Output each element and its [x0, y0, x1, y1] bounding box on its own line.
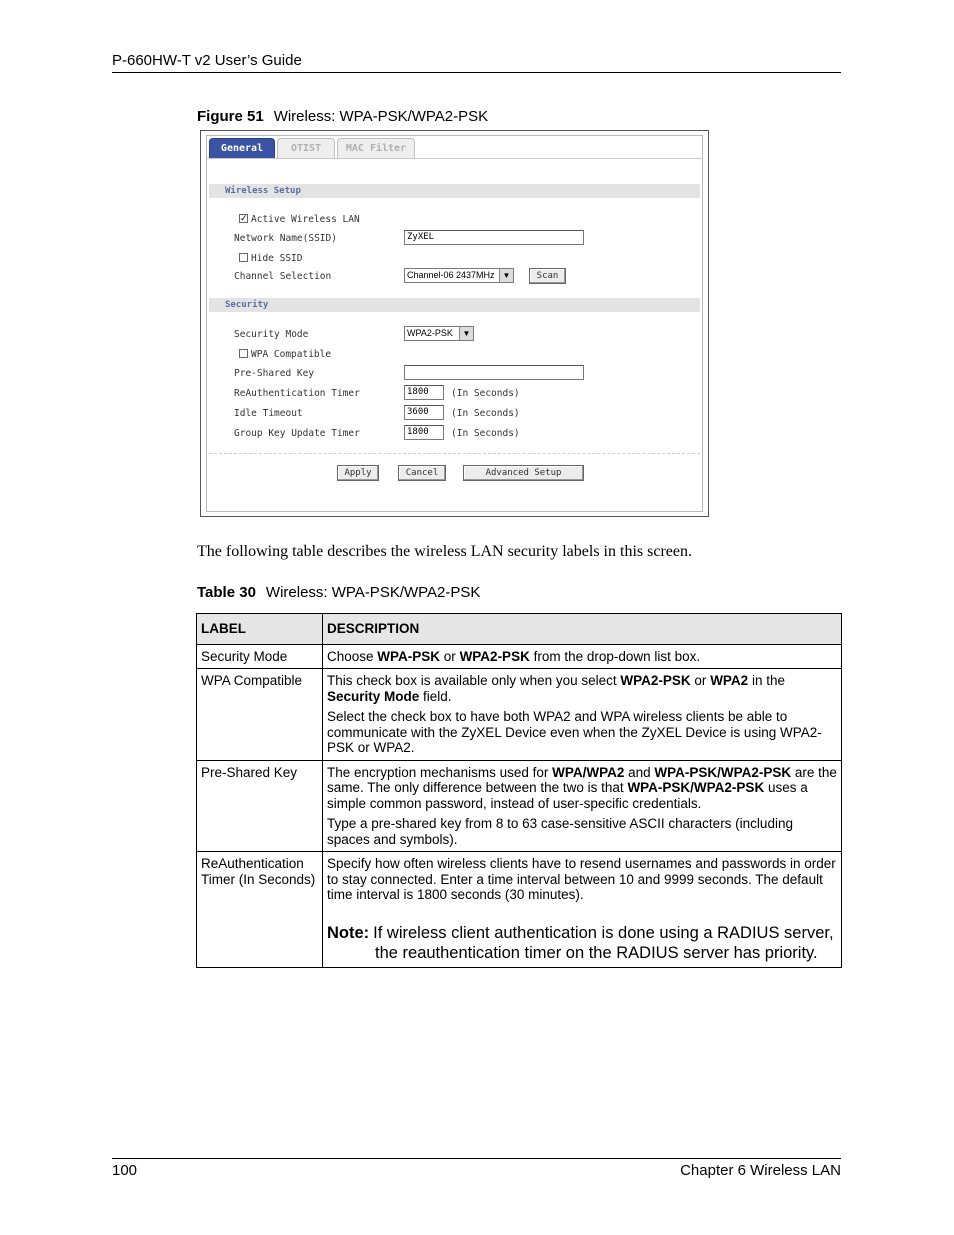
advanced-setup-button[interactable]: Advanced Setup: [463, 465, 584, 481]
bold-term: WPA-PSK: [377, 648, 441, 664]
note-label: Note:: [327, 923, 370, 942]
screenshot-figure: [200, 130, 709, 517]
bold-term: WPA2: [710, 673, 749, 688]
row-description-reauth-timer: [323, 852, 842, 968]
footer-divider: [112, 1158, 841, 1159]
row-description-pre-shared-key: [323, 760, 842, 852]
bold-term: WPA2-PSK: [459, 648, 530, 664]
row-description-security-mode: [323, 644, 842, 669]
group-key-timer-unit: (In Seconds): [451, 428, 520, 439]
security-mode-value: WPA2-PSK: [407, 328, 453, 338]
wpa-compatible-checkbox[interactable]: [239, 349, 248, 358]
description-paragraph: Select the check box to have both WPA2 and WPA wireless clients be able to communicate with the ZyXEL Device even when the ZyXEL Device is using WPA2-PSK or WPA2.: [327, 709, 822, 755]
figure-title: Wireless: WPA-PSK/WPA2-PSK: [273, 108, 489, 125]
text-run: field.: [419, 688, 452, 704]
active-wireless-lan-label: Active Wireless LAN: [251, 214, 360, 225]
apply-button[interactable]: Apply: [337, 465, 379, 481]
description-paragraph: [327, 765, 837, 812]
divider: [209, 453, 700, 454]
note-text: If wireless client authentication is done using a RADIUS server, the reauthentication timer on the RADIUS server has priority.: [373, 923, 834, 962]
tab-mac-filter[interactable]: MAC Filter: [337, 138, 415, 158]
bold-term: WPA/WPA2: [552, 764, 625, 780]
chevron-down-icon: ▼: [459, 327, 473, 340]
pre-shared-key-label: Pre-Shared Key: [234, 368, 315, 379]
wireless-setup-heading: Wireless Setup: [209, 184, 700, 198]
idle-timeout-unit: (In Seconds): [451, 408, 520, 419]
scan-button[interactable]: Scan: [529, 268, 566, 284]
row-label-wpa-compatible: WPA Compatible: [197, 669, 323, 761]
group-key-timer-input[interactable]: 1800: [404, 425, 444, 440]
row-label-reauth-timer: ReAuthentication Timer (In Seconds): [197, 852, 323, 968]
security-heading: Security: [209, 298, 700, 312]
wireless-config-panel: [206, 135, 703, 512]
channel-selection-label: Channel Selection: [234, 271, 332, 282]
text-run: The encryption mechanisms used for: [327, 764, 553, 780]
reauth-timer-label: ReAuthentication Timer: [234, 388, 360, 399]
table-row: [197, 760, 842, 852]
idle-timeout-label: Idle Timeout: [234, 408, 303, 419]
header-divider: [112, 72, 841, 73]
wpa-compatible-label: WPA Compatible: [251, 349, 332, 360]
bold-term: WPA2-PSK: [620, 673, 691, 688]
group-key-timer-label: Group Key Update Timer: [234, 428, 360, 439]
channel-select-value: Channel-06 2437MHz: [407, 270, 495, 280]
row-label-pre-shared-key: Pre-Shared Key: [197, 760, 323, 852]
reauth-timer-unit: (In Seconds): [451, 388, 520, 399]
text-run: or: [690, 673, 711, 688]
description-paragraph: [327, 673, 837, 704]
pre-shared-key-input[interactable]: [404, 365, 584, 380]
hide-ssid-label: Hide SSID: [251, 253, 303, 264]
table-caption: [197, 584, 480, 601]
table-number: Table 30: [197, 584, 256, 601]
text-run: uses a simple common password, instead of user-specific credentials.: [327, 780, 808, 811]
label-description-table: [196, 613, 842, 968]
page-header-title: P-660HW-T v2 User’s Guide: [112, 52, 302, 69]
intro-paragraph: The following table describes the wireless LAN security labels in this screen.: [197, 543, 692, 560]
row-description-wpa-compatible: [323, 669, 842, 761]
description-paragraph: Specify how often wireless clients have to resend usernames and passwords in order to stay connected. Enter a time interval between 10 and 9999 seconds. The default time interval is 1800 seconds (30 minutes).: [327, 856, 836, 902]
column-header-label: LABEL: [197, 614, 323, 645]
tab-bar: [207, 136, 702, 159]
description-paragraph: Type a pre-shared key from 8 to 63 case-sensitive ASCII characters (including spaces and symbols).: [327, 816, 793, 847]
table-row: [197, 669, 842, 761]
text-run: from the drop-down list box.: [529, 648, 701, 664]
active-wireless-lan-checkbox[interactable]: ✓: [240, 213, 248, 223]
security-mode-select[interactable]: [404, 326, 474, 341]
tab-general[interactable]: General: [209, 138, 275, 158]
hide-ssid-checkbox[interactable]: [239, 253, 248, 262]
idle-timeout-input[interactable]: 3600: [404, 405, 444, 420]
reauth-timer-input[interactable]: 1800: [404, 385, 444, 400]
bold-term: WPA-PSK/WPA2-PSK: [654, 764, 792, 780]
bold-term: Security Mode: [327, 688, 420, 704]
text-run: in the: [748, 673, 785, 688]
table-title: Wireless: WPA-PSK/WPA2-PSK: [265, 584, 481, 601]
figure-caption: [197, 108, 488, 125]
column-header-description: DESCRIPTION: [323, 614, 842, 645]
channel-select[interactable]: [404, 268, 514, 283]
text-run: or: [440, 648, 460, 664]
note-callout: [327, 923, 837, 963]
row-label-security-mode: Security Mode: [197, 644, 323, 669]
text-run: This check box is available only when you select: [327, 673, 621, 688]
table-header-row: [197, 614, 842, 645]
page-number: 100: [112, 1162, 138, 1179]
text-run: are the same. The only difference between the two is that: [327, 764, 837, 795]
table-row: [197, 644, 842, 669]
tab-otist[interactable]: OTIST: [277, 138, 335, 158]
chapter-title: Chapter 6 Wireless LAN: [680, 1162, 841, 1179]
ssid-label: Network Name(SSID): [234, 233, 337, 244]
text-run: and: [624, 764, 655, 780]
table-row: [197, 852, 842, 968]
cancel-button[interactable]: Cancel: [398, 465, 446, 481]
security-mode-label: Security Mode: [234, 329, 309, 340]
figure-number: Figure 51: [197, 108, 264, 125]
text-run: Choose: [327, 648, 378, 664]
ssid-input[interactable]: ZyXEL: [404, 230, 584, 245]
bold-term: WPA-PSK/WPA2-PSK: [627, 780, 765, 795]
chevron-down-icon: ▼: [499, 269, 513, 282]
